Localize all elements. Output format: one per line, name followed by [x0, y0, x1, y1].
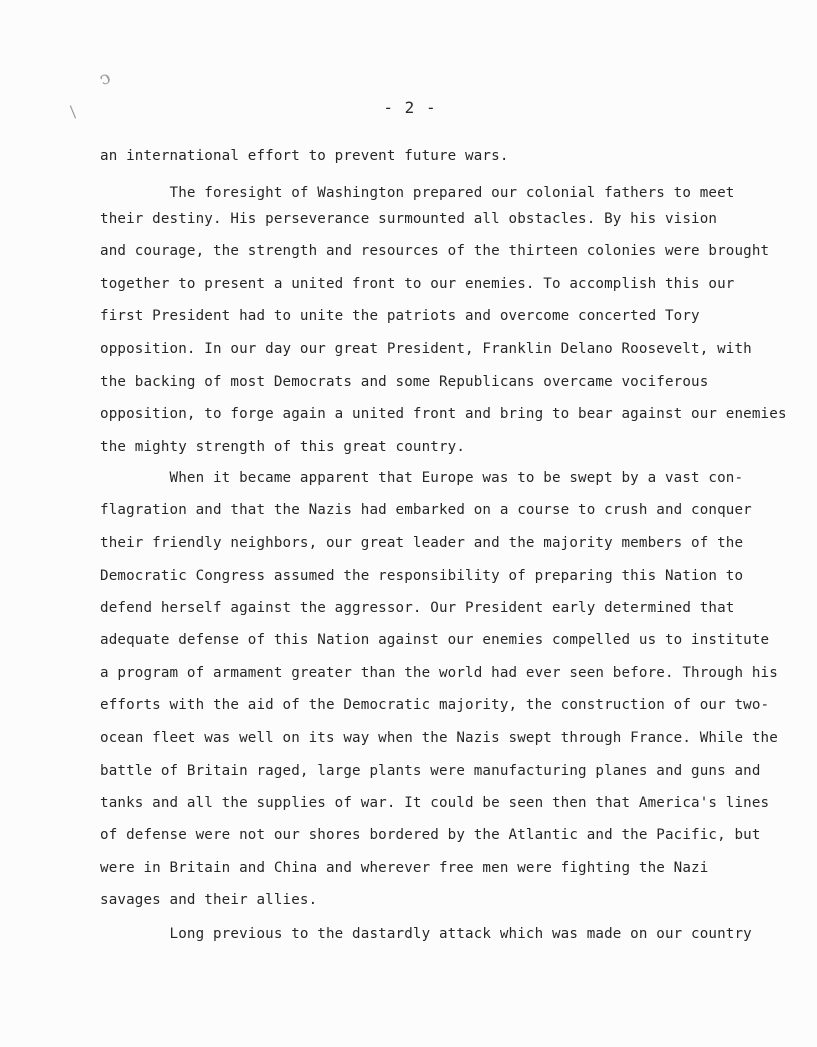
text-line: The foresight of Washington prepared our colonial fathers to meet	[100, 185, 735, 201]
text-line: their friendly neighbors, our great leader and the majority members of the	[100, 535, 744, 551]
pencil-mark-icon: /	[64, 102, 81, 121]
text-line: a program of armament greater than the world had ever seen before. Through his	[100, 665, 778, 681]
text-line: flagration and that the Nazis had embarked on a course to crush and conquer	[100, 502, 752, 518]
text-line: opposition. In our day our great President, Franklin Delano Roosevelt, with	[100, 341, 752, 357]
text-line: together to present a united front to our enemies. To accomplish this our	[100, 276, 735, 292]
text-line: opposition, to forge again a united front and bring to bear against our enemies	[100, 406, 787, 422]
text-line: When it became apparent that Europe was to be swept by a vast con-	[100, 470, 744, 486]
text-line: savages and their allies.	[100, 892, 318, 908]
text-line: Long previous to the dastardly attack which was made on our country	[100, 926, 752, 942]
text-line: tanks and all the supplies of war. It could be seen then that America's lines	[100, 795, 770, 811]
text-line: efforts with the aid of the Democratic majority, the construction of our two-	[100, 697, 770, 713]
page-number: - 2 -	[383, 98, 437, 117]
text-line: defend herself against the aggressor. Our President early determined that	[100, 600, 735, 616]
text-line: an international effort to prevent future wars.	[100, 148, 509, 164]
text-line: the backing of most Democrats and some Republicans overcame vociferous	[100, 374, 709, 390]
text-line: the mighty strength of this great country.	[100, 439, 466, 455]
text-line: adequate defense of this Nation against our enemies compelled us to institute	[100, 632, 770, 648]
text-line: their destiny. His perseverance surmounted all obstacles. By his vision	[100, 211, 718, 227]
text-line: of defense were not our shores bordered by the Atlantic and the Pacific, but	[100, 827, 761, 843]
text-line: Democratic Congress assumed the responsibility of preparing this Nation to	[100, 568, 744, 584]
pencil-mark-icon: ↄ	[96, 66, 115, 91]
text-line: ocean fleet was well on its way when the Nazis swept through France. While the	[100, 730, 778, 746]
text-line: and courage, the strength and resources of the thirteen colonies were brought	[100, 243, 770, 259]
text-line: battle of Britain raged, large plants were manufacturing planes and guns and	[100, 763, 761, 779]
text-line: first President had to unite the patriots and overcome concerted Tory	[100, 308, 700, 324]
text-line: were in Britain and China and wherever free men were fighting the Nazi	[100, 860, 709, 876]
